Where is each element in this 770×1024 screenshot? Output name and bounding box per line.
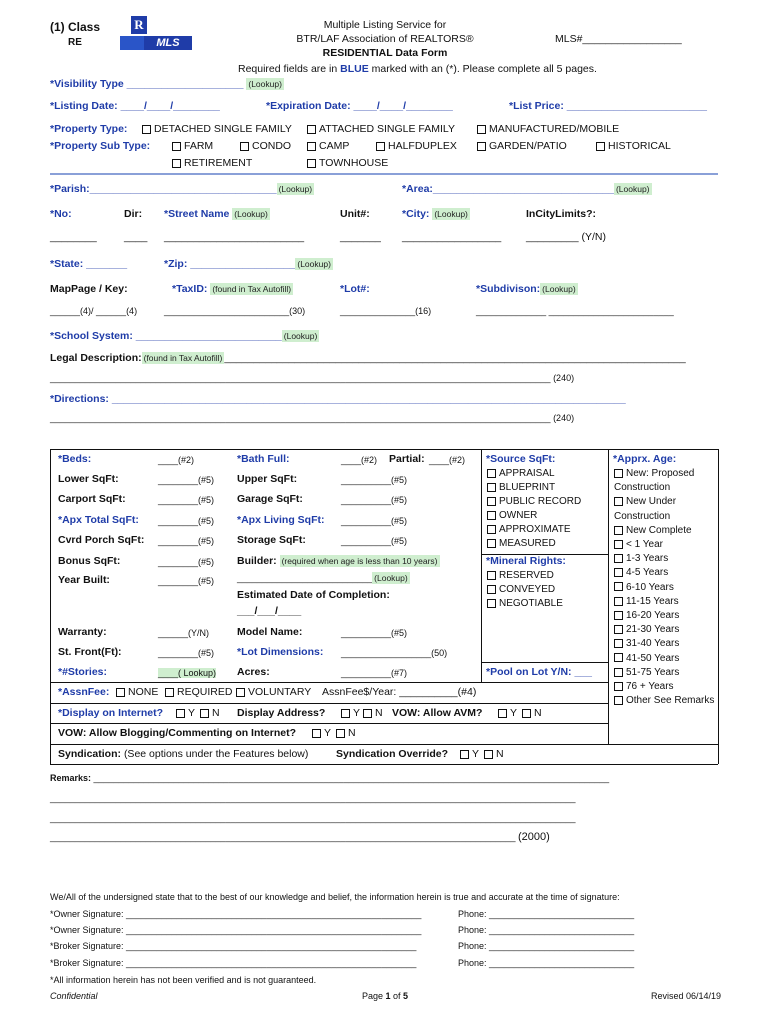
apprx-age-option-9[interactable]: 11-15 Years [614,596,679,607]
garage-sqft-input[interactable]: __________(#5) [341,495,408,505]
storage-sqft-label: Storage SqFt: [237,534,306,546]
owner-signature-1[interactable]: *Owner Signature: ___________________________________________________________ [50,909,422,919]
source-sqft-option-4[interactable]: APPROXIMATE [487,524,571,535]
apprx-age-option-2[interactable]: New Under [614,496,676,507]
upper-sqft-label: Upper SqFt: [237,473,298,485]
warranty-input[interactable]: ______(Y/N) [158,628,210,638]
source-sqft-option-5[interactable]: MEASURED [487,538,556,549]
no-label: *No: [50,208,72,220]
pst-garden-option[interactable]: GARDEN/PATIO [477,140,567,152]
apprx-age-option-0[interactable]: New: Proposed [614,468,694,479]
pst-farm-option[interactable]: FARM [172,140,213,152]
syndication-override-label: Syndication Override? [336,748,449,760]
dir-label: Dir: [124,208,143,220]
bonus-sqft-label: Bonus SqFt: [58,555,121,567]
model-name-label: Model Name: [237,626,303,638]
directions-line2[interactable]: ____________________________________________________________________________________________________ (240) [50,413,575,423]
apprx-age-option-10[interactable]: 16-20 Years [614,610,679,621]
required-note: Required fields are in BLUE marked with an (*). Please complete all 5 pages. [238,63,597,75]
city-input[interactable]: _________________ [402,231,502,243]
owner-phone-2[interactable]: Phone: _____________________________ [458,925,635,935]
est-completion-label: Estimated Date of Completion: [237,589,390,601]
assn-fee-label: *AssnFee: [58,686,110,698]
form-title-1: Multiple Listing Service for [323,19,447,31]
grid-top [50,449,718,450]
directions-field[interactable]: *Directions: ________________________________________________________________________________________ [50,393,626,405]
source-sqft-option-2[interactable]: PUBLIC RECORD [487,496,581,507]
pool-on-lot-field[interactable]: *Pool on Lot Y/N: ___ [486,666,592,678]
unit-label: Unit#: [340,208,370,220]
bath-full-label: *Bath Full: [237,453,290,465]
pst-camp-option[interactable]: CAMP [307,140,349,152]
grid-col4 [608,449,609,744]
apprx-age-option-5[interactable]: < 1 Year [614,539,663,550]
apprx-age-option-12[interactable]: 31-40 Years [614,638,679,649]
st-front-input[interactable]: ________(#5) [158,648,215,658]
apprx-age-option-16[interactable]: Other See Remarks [614,695,714,706]
mappage-label: MapPage / Key: [50,283,128,295]
display-internet-n[interactable]: N [200,707,220,719]
grid-bottom [50,764,718,765]
mls-number-field[interactable]: MLS#_________________ [555,33,682,45]
stories-input[interactable]: ____( Lookup) [158,668,217,678]
legal-description-field[interactable]: Legal Description: (found in Tax Autofill) _______________________________________________________________________________ [50,352,686,364]
broker-signature-1[interactable]: *Broker Signature: __________________________________________________________ [50,941,417,951]
broker-phone-2[interactable]: Phone: _____________________________ [458,958,635,968]
assn-voluntary-option[interactable]: VOLUNTARY [236,686,311,698]
pst-townhouse-option[interactable]: TOWNHOUSE [307,157,388,169]
class-value: RE [68,37,82,48]
listing-date-field[interactable]: *Listing Date: ____/____/________ [50,100,220,112]
source-sqft-option-0[interactable]: APPRAISAL [487,468,555,479]
stories-label: *#Stories: [58,666,108,678]
year-built-label: Year Built: [58,574,110,586]
acres-label: Acres: [237,666,270,678]
area-field[interactable]: *Area:_______________________________ (Lookup) [402,183,650,195]
taxid-label: *TaxID: (found in Tax Autofill) [172,283,292,295]
mappage-input[interactable]: ______(4)/ ______(4) [50,306,138,316]
apprx-age-option-13[interactable]: 41-50 Years [614,653,679,664]
allow-blogging-n[interactable]: N [336,727,356,739]
legal-description-line2[interactable]: ____________________________________________________________________________________________________ (240) [50,373,575,383]
builder-label: Builder: (required when age is less than 10 years) [237,555,438,567]
apx-total-label: *Apx Total SqFt: [58,514,139,526]
assn-none-option[interactable]: NONE [116,686,158,698]
model-name-input[interactable]: __________(#5) [341,628,408,638]
owner-signature-2[interactable]: *Owner Signature: ___________________________________________________________ [50,925,422,935]
revised-date: Revised 06/14/19 [651,991,722,1001]
bonus-sqft-input[interactable]: ________(#5) [158,557,215,567]
source-sqft-option-1[interactable]: BLUEPRINT [487,482,555,493]
grid-line-synd [50,744,718,745]
form-title-2: BTR/LAF Association of REALTORS® [296,33,474,45]
grid-col3 [481,449,482,682]
garage-sqft-label: Garage SqFt: [237,493,303,505]
display-address-n[interactable]: N [363,707,383,719]
carport-sqft-label: Carport SqFt: [58,493,126,505]
remarks-line-4[interactable]: _____________________________________________________________________________________________ (2000) [50,831,550,843]
grid-left [50,449,51,764]
syndication-label: Syndication: (See options under the Features below) [58,748,309,760]
form-title-3: RESIDENTIAL Data Form [322,47,448,59]
apprx-age-option-15[interactable]: 76 + Years [614,681,674,692]
remarks-line-3[interactable]: _________________________________________________________________________________________________________ [50,813,576,823]
no-input[interactable]: ________ [50,231,97,243]
allow-blogging-y[interactable]: Y [312,727,331,739]
apx-total-input[interactable]: ________(#5) [158,516,215,526]
mls-logo-text: MLS [144,36,192,50]
disclaimer: *All information herein has not been verified and is not guaranteed. [50,975,317,985]
allow-avm-n[interactable]: N [522,707,542,719]
syndication-override-n[interactable]: N [484,748,504,760]
zip-field[interactable]: *Zip: __________________ (Lookup) [164,258,331,270]
est-completion-input[interactable]: ___/___/____ [237,605,302,617]
grid-right [718,449,719,764]
owner-phone-1[interactable]: Phone: _____________________________ [458,909,635,919]
apprx-age-option-3: Construction [614,510,671,522]
lower-sqft-label: Lower SqFt: [58,473,119,485]
syndication-override-y[interactable]: Y [460,748,479,760]
display-internet-label: *Display on Internet? [58,707,164,719]
display-address-y[interactable]: Y [341,707,360,719]
cvrd-porch-label: Cvrd Porch SqFt: [58,534,145,546]
pst-condo-option[interactable]: CONDO [240,140,291,152]
street-input[interactable]: ________________________ [164,231,305,243]
expiration-date-field[interactable]: *Expiration Date: ____/____/________ [266,100,453,112]
apprx-age-option-11[interactable]: 21-30 Years [614,624,679,635]
year-built-input[interactable]: ________(#5) [158,576,215,586]
broker-signature-2[interactable]: *Broker Signature: __________________________________________________________ [50,958,417,968]
upper-sqft-input[interactable]: __________(#5) [341,475,408,485]
list-price-field[interactable]: *List Price: ________________________ [509,100,707,112]
allow-blogging-label: VOW: Allow Blogging/Commenting on Internet? [58,727,296,739]
grid-line-display [50,703,608,704]
cvrd-porch-input[interactable]: ________(#5) [158,536,215,546]
bath-full-input[interactable]: ____(#2) [341,455,378,465]
remarks-line-1[interactable]: Remarks: _______________________________________________________________________________________________________ [50,773,610,783]
pst-halfduplex-option[interactable]: HALFDUPLEX [376,140,457,152]
lower-sqft-input[interactable]: ________(#5) [158,475,215,485]
confidential-label: Confidential [50,991,98,1001]
incity-label: InCityLimits?: [526,208,596,220]
pt-manufactured-option[interactable]: MANUFACTURED/MOBILE [477,123,619,135]
acres-input[interactable]: __________(#7) [341,668,408,678]
display-internet-y[interactable]: Y [176,707,195,719]
lot-dimensions-label: *Lot Dimensions: [237,646,324,658]
assn-fee-year-input[interactable]: AssnFee$/Year: __________(#4) [322,686,477,698]
apprx-age-option-4[interactable]: New Complete [614,525,692,536]
warranty-label: Warranty: [58,626,107,638]
allow-avm-y[interactable]: Y [498,707,517,719]
pst-historical-option[interactable]: HISTORICAL [596,140,671,152]
apprx-age-option-14[interactable]: 51-75 Years [614,667,679,678]
storage-sqft-input[interactable]: __________(#5) [341,536,408,546]
apprx-age-option-8[interactable]: 6-10 Years [614,582,674,593]
beds-label: *Beds: [58,453,92,465]
incity-input[interactable]: _________ (Y/N) [526,231,606,243]
school-system-field[interactable]: *School System: _________________________ (Lookup) [50,330,318,342]
grid-line-pool [481,662,608,663]
class-label: (1) Class [50,20,101,34]
subdivision-label: *Subdivison: (Lookup) [476,283,576,295]
apx-living-input[interactable]: __________(#5) [341,516,408,526]
certification-statement: We/All of the undersigned state that to the best of our knowledge and belief, the information herein is true and accurate at the time of signature: [50,892,620,902]
property-sub-type-label: *Property Sub Type: [50,140,151,152]
street-name-label: *Street Name (Lookup) [164,208,268,220]
apx-living-label: *Apx Living SqFt: [237,514,325,526]
taxid-input[interactable]: _________________________(30) [164,306,306,316]
section-divider [50,173,718,175]
grid-line-blog [50,723,608,724]
lot-input[interactable]: _______________(16) [340,306,432,316]
partial-label: Partial: [389,453,425,465]
mineral-rights-option-2[interactable]: NEGOTIABLE [487,598,563,609]
lot-label: *Lot#: [340,283,370,295]
mineral-rights-label: *Mineral Rights: [486,555,566,567]
allow-avm-label: VOW: Allow AVM? [392,707,483,719]
parish-field[interactable]: *Parish:________________________________ (Lookup) [50,183,313,195]
pt-detached-option[interactable]: DETACHED SINGLE FAMILY [142,123,292,135]
mineral-rights-option-0[interactable]: RESERVED [487,570,554,581]
dir-input[interactable]: ____ [124,231,148,243]
realtor-r-icon: R [131,16,147,34]
st-front-label: St. Front(Ft): [58,646,122,658]
source-sqft-option-3[interactable]: OWNER [487,510,537,521]
source-sqft-label: *Source SqFt: [486,453,556,465]
apprx-age-option-6[interactable]: 1-3 Years [614,553,668,564]
broker-phone-1[interactable]: Phone: _____________________________ [458,941,635,951]
pst-retirement-option[interactable]: RETIREMENT [172,157,252,169]
visibility-type-field[interactable]: *Visibility Type ____________________ (Lookup) [50,78,282,90]
page-number: Page 1 of 5 [361,991,409,1001]
subdivision-input[interactable]: ______________ _________________________ [476,306,674,316]
property-type-label: *Property Type: [50,123,128,135]
state-field[interactable]: *State: _______ [50,258,128,270]
apprx-age-option-7[interactable]: 4-5 Years [614,567,668,578]
mineral-rights-option-1[interactable]: CONVEYED [487,584,555,595]
pt-attached-option[interactable]: ATTACHED SINGLE FAMILY [307,123,455,135]
apprx-age-option-1: Construction [614,482,671,494]
grid-line-assn [50,682,608,683]
city-label: *City: (Lookup) [402,208,468,220]
carport-sqft-input[interactable]: ________(#5) [158,495,215,505]
lot-dimensions-input[interactable]: __________________(50) [341,648,448,658]
beds-input[interactable]: ____(#2) [158,455,195,465]
unit-input[interactable]: _______ [340,231,381,243]
partial-input[interactable]: ____(#2) [429,455,466,465]
display-address-label: Display Address? [237,707,326,719]
builder-input[interactable]: ___________________________ (Lookup) [237,573,408,583]
assn-required-option[interactable]: REQUIRED [165,686,232,698]
apprx-age-label: *Apprx. Age: [613,453,677,465]
remarks-line-2[interactable]: _________________________________________________________________________________________________________ [50,793,576,803]
